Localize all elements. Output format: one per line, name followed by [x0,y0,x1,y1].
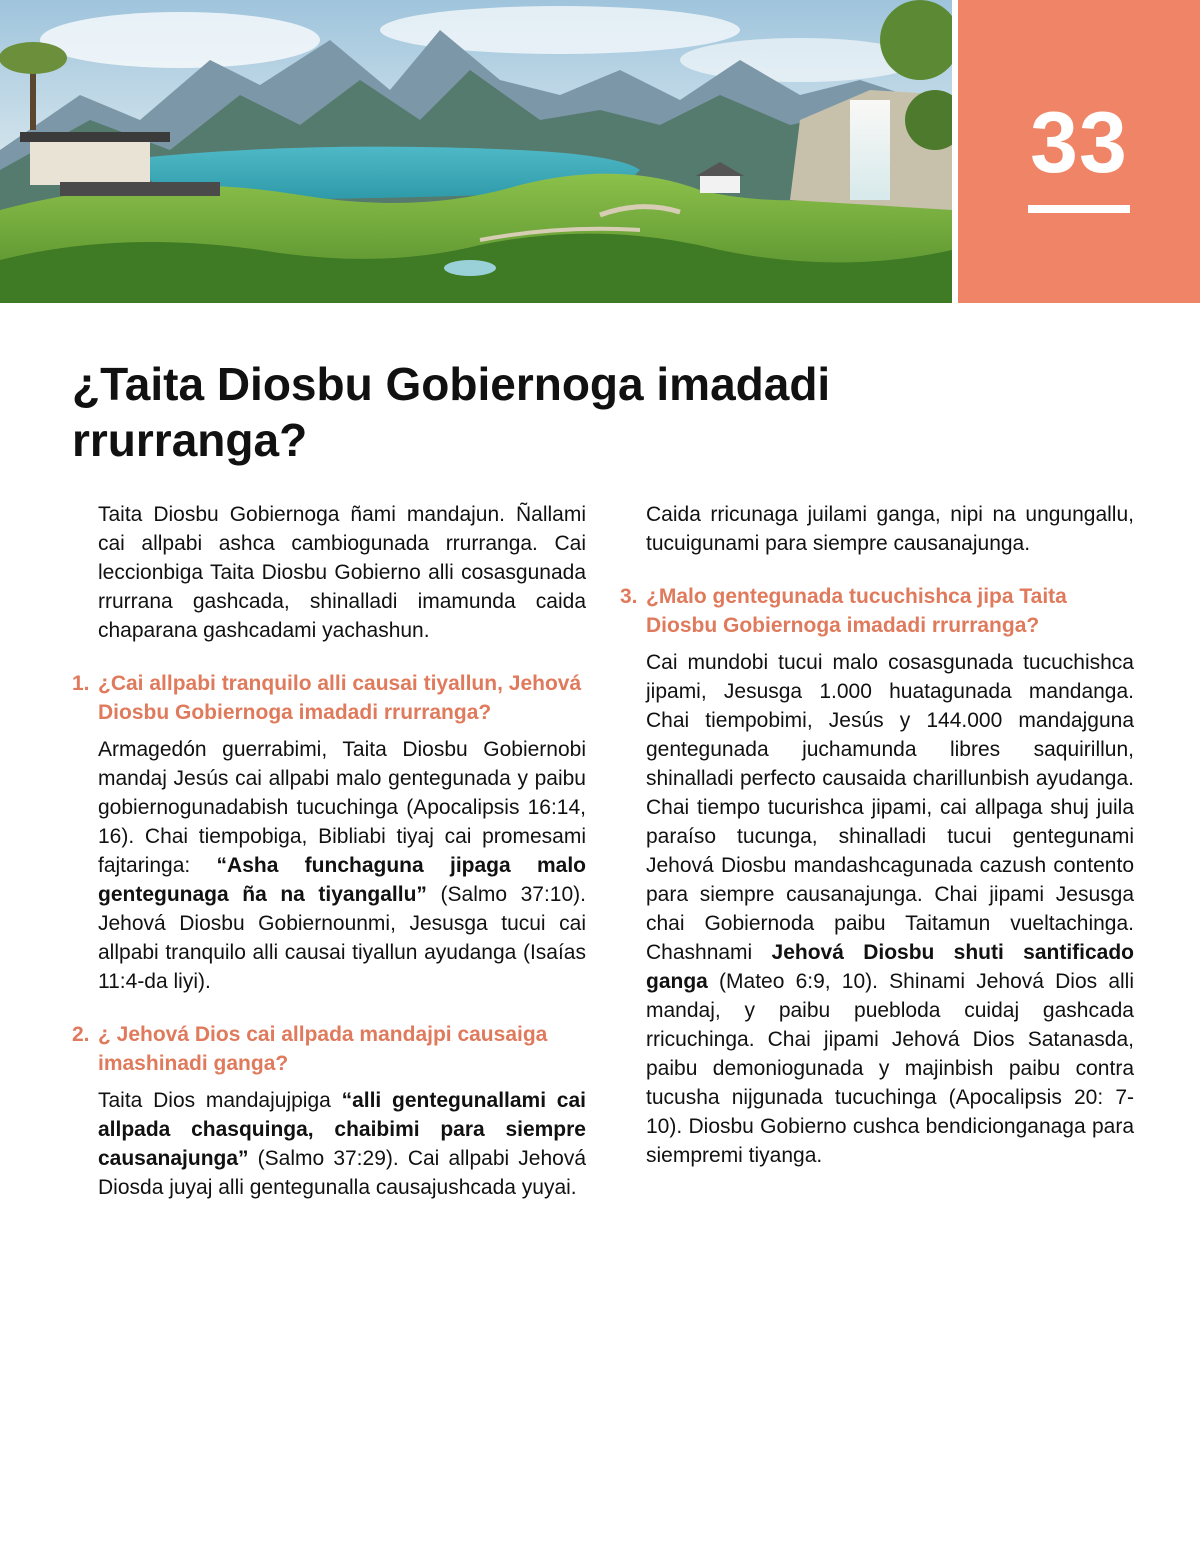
answer-1-part-1: Armagedón guerrabimi, Taita Diosbu Gobiernobi mandaj Jesús cai allpabi malo gentegunada y paibu gobiernogunadabish tucuchinga (Apocalipsis 16:14, 16). Chai tiempobiga, Bibliabi tiyaj cai promesami fajtaringa: [98,738,586,877]
answer-2-part-1: Taita Dios mandajujpiga [98,1089,342,1112]
answer-2-quote: “alli gentegunallami cai allpada chasquinga, chaibimi para siempre causanajunga” [98,1089,586,1170]
intro-paragraph: Taita Diosbu Gobiernoga ñami mandajun. Ñallami cai allpabi ashca cambiogunada rrurranga. Cai leccionbiga Taita Diosbu Gobierno alli cosasgunada rrurrana gashcada, shinalladi imamunda caida chaparana gashcadami yachashun. [98,503,586,642]
hero-image [0,0,952,303]
answer-2-part-2: (Salmo 37:29). Cai allpabi Jehová Diosda juyaj alli gentegunalla causajushcada yuyai. [98,1147,586,1199]
left-column [72,500,586,1202]
answer-2 [98,1086,586,1202]
question-2-text: ¿ Jehová Dios cai allpada mandajpi causaiga imashinadi ganga? [98,1023,548,1075]
question-2 [72,1020,586,1078]
question-3 [620,582,1134,640]
question-3-text: ¿Malo gentegunada tucuchishca jipa Taita Diosbu Gobiernoga imadadi rrurranga? [646,585,1067,637]
lesson-number: 33 [1030,95,1128,191]
lesson-number-underline [1028,205,1130,213]
question-1 [72,669,586,727]
answer-3-part-1: Cai mundobi tucui malo cosasgunada tucuchishca jipami, Jesusga 1.000 huatagunada mandanga. Chai tiempobimi, Jesús y 144.000 mandajguna gentegunada juchamunda libres saquirillun, shinalladi perfecto causaida charillunbish ayudanga. Chai tiempo tucurishca jipami, cai allpaga shuj juila paraíso tucunga, shinalladi tucui gentegunami Jehová Diosbu mandashcagunada cazush contento para siempre causanajunga. Chai jipami Jesusga chai Gobiernoda paibu Taitamun vueltachinga. Chashnami [646,651,1134,964]
answer-1 [98,735,586,996]
answer-1-part-2: (Salmo 37:10). Jehová Diosbu Gobiernounmi, Jesusga tucui cai allpabi tranquilo alli causai tiyallun ayudanga (Isaías 11:4-da liyi). [98,883,586,993]
page-title: ¿Taita Diosbu Gobiernoga imadadi rrurranga? [72,358,831,466]
question-3-number: 3. [620,585,638,608]
answer-3-part-2: (Mateo 6:9, 10). Shinami Jehová Dios alli mandaj, y paibu puebloda cuidaj gashcada rricuchinga. Chai jipami Jehová Dios Satanasda, paibu demoniogunada y majinbish paibu contra tucusha nijgunada tucuchinga (Apocalipsis 20: 7-10). Diosbu Gobierno cushca bendicionganaga para siempremi tiyanga. [646,970,1134,1167]
lesson-number-box [958,0,1200,303]
right-column [620,500,1134,1170]
question-1-text: ¿Cai allpabi tranquilo alli causai tiyallun, Jehová Diosbu Gobiernoga imadadi rrurranga? [98,672,582,724]
answer-3 [646,648,1134,1170]
question-2-number: 2. [72,1023,90,1046]
answer-2-continued: Caida rricunaga juilami ganga, nipi na ungungallu, tucuigunami para siempre causanajunga. [646,503,1134,555]
answer-3-emphasis: Jehová Diosbu shuti santificado ganga [646,941,1134,993]
question-1-number: 1. [72,672,90,695]
answer-1-quote: “Asha funchaguna jipaga malo gentegunaga ña na tiyangallu” [98,854,586,906]
